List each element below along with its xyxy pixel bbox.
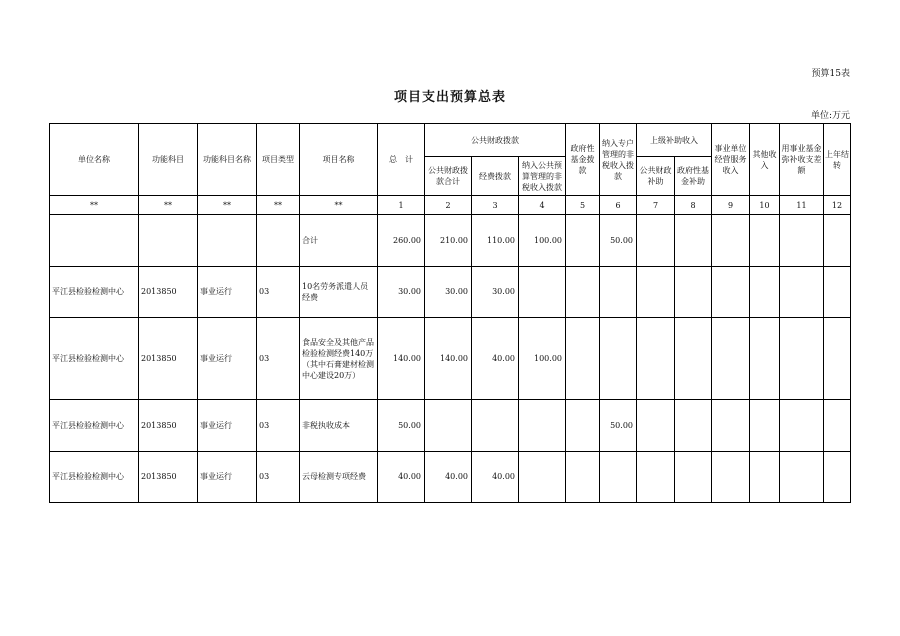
cell-value	[600, 318, 637, 400]
cell-func-code: 2013850	[139, 451, 198, 502]
cell-func-name: 事业运行	[198, 318, 257, 400]
cell-func-code	[139, 215, 198, 266]
cell-value	[750, 318, 780, 400]
unit-label: 单位:万元	[810, 111, 850, 121]
header-func-name: 功能科目名称	[198, 124, 257, 196]
code-cell: 4	[519, 196, 566, 215]
cell-value	[780, 400, 824, 451]
cell-proj-type: 03	[257, 400, 300, 451]
cell-value	[425, 400, 472, 451]
cell-unit-name: 平江县检验检测中心	[50, 318, 139, 400]
cell-func-name: 事业运行	[198, 266, 257, 317]
cell-value	[824, 215, 851, 266]
code-cell: 8	[675, 196, 712, 215]
code-cell: 6	[600, 196, 637, 215]
code-cell: **	[198, 196, 257, 215]
cell-proj-name: 非税执收成本	[300, 400, 378, 451]
budget-table	[49, 123, 851, 503]
cell-value	[712, 451, 750, 502]
cell-value	[675, 451, 712, 502]
table-row	[50, 451, 851, 502]
cell-value: 140.00	[378, 318, 425, 400]
code-cell: **	[300, 196, 378, 215]
cell-value	[600, 451, 637, 502]
code-cell: 7	[637, 196, 675, 215]
cell-func-name	[198, 215, 257, 266]
code-cell: 5	[566, 196, 600, 215]
header-sup-public: 公共财政补助	[637, 157, 675, 196]
cell-value: 50.00	[378, 400, 425, 451]
cell-proj-name: 合计	[300, 215, 378, 266]
header-public-finance: 公共财政拨款	[425, 124, 566, 157]
code-cell: 3	[472, 196, 519, 215]
cell-value	[637, 266, 675, 317]
table-row	[50, 400, 851, 451]
cell-value: 40.00	[378, 451, 425, 502]
cell-value	[472, 400, 519, 451]
cell-value	[519, 451, 566, 502]
cell-value	[566, 318, 600, 400]
cell-value	[712, 266, 750, 317]
cell-value	[750, 266, 780, 317]
column-code-row	[50, 196, 851, 215]
cell-value	[750, 400, 780, 451]
form-number: 预算15表	[811, 69, 850, 79]
code-cell: 11	[780, 196, 824, 215]
cell-value	[712, 400, 750, 451]
code-cell: 12	[824, 196, 851, 215]
cell-value	[566, 215, 600, 266]
cell-value: 30.00	[378, 266, 425, 317]
cell-value: 50.00	[600, 215, 637, 266]
cell-value	[675, 266, 712, 317]
cell-value: 100.00	[519, 318, 566, 400]
cell-unit-name	[50, 215, 139, 266]
cell-value	[675, 318, 712, 400]
code-cell: 2	[425, 196, 472, 215]
table-row	[50, 215, 851, 266]
cell-value: 30.00	[425, 266, 472, 317]
cell-value: 110.00	[472, 215, 519, 266]
cell-value	[637, 318, 675, 400]
cell-value	[824, 266, 851, 317]
cell-unit-name: 平江县检验检测中心	[50, 451, 139, 502]
cell-proj-type	[257, 215, 300, 266]
header-proj-type: 项目类型	[257, 124, 300, 196]
cell-unit-name: 平江县检验检测中心	[50, 266, 139, 317]
table-row	[50, 318, 851, 400]
cell-value: 210.00	[425, 215, 472, 266]
cell-value: 140.00	[425, 318, 472, 400]
cell-value	[824, 400, 851, 451]
cell-value	[824, 451, 851, 502]
cell-value: 30.00	[472, 266, 519, 317]
header-sup-gov-fund: 政府性基金补助	[675, 157, 712, 196]
header-total: 总 计	[378, 124, 425, 196]
header-business-income: 事业单位经营服务收入	[712, 124, 750, 196]
cell-func-name: 事业运行	[198, 400, 257, 451]
code-cell: 1	[378, 196, 425, 215]
header-gov-fund: 政府性基金拨款	[566, 124, 600, 196]
cell-value	[675, 215, 712, 266]
code-cell: **	[139, 196, 198, 215]
cell-proj-type: 03	[257, 318, 300, 400]
header-other-income: 其他收入	[750, 124, 780, 196]
header-unit-name: 单位名称	[50, 124, 139, 196]
cell-value: 40.00	[472, 318, 519, 400]
cell-proj-type: 03	[257, 266, 300, 317]
cell-func-code: 2013850	[139, 266, 198, 317]
cell-value	[780, 266, 824, 317]
header-row	[50, 124, 851, 157]
cell-unit-name: 平江县检验检测中心	[50, 400, 139, 451]
cell-func-code: 2013850	[139, 400, 198, 451]
cell-value	[637, 215, 675, 266]
cell-value	[780, 215, 824, 266]
code-cell: 10	[750, 196, 780, 215]
cell-value	[824, 318, 851, 400]
header-fund-balance: 用事业基金弥补收支差额	[780, 124, 824, 196]
table-row	[50, 266, 851, 317]
cell-func-name: 事业运行	[198, 451, 257, 502]
cell-func-code: 2013850	[139, 318, 198, 400]
cell-value	[780, 318, 824, 400]
code-cell: **	[50, 196, 139, 215]
cell-value	[600, 266, 637, 317]
code-cell: 9	[712, 196, 750, 215]
header-pf-total: 公共财政拨款合计	[425, 157, 472, 196]
cell-value: 40.00	[425, 451, 472, 502]
cell-value: 100.00	[519, 215, 566, 266]
cell-value	[566, 451, 600, 502]
cell-proj-name: 10名劳务派遣人员经费	[300, 266, 378, 317]
cell-value	[637, 451, 675, 502]
cell-value: 260.00	[378, 215, 425, 266]
cell-value	[750, 451, 780, 502]
cell-value	[519, 400, 566, 451]
cell-value	[675, 400, 712, 451]
code-cell: **	[257, 196, 300, 215]
cell-proj-type: 03	[257, 451, 300, 502]
header-pf-funding: 经费拨款	[472, 157, 519, 196]
cell-value	[519, 266, 566, 317]
cell-value	[566, 266, 600, 317]
header-proj-name: 项目名称	[300, 124, 378, 196]
page-title: 项目支出预算总表	[393, 90, 506, 105]
cell-value	[712, 318, 750, 400]
header-superior-subsidy: 上级补助收入	[637, 124, 712, 157]
cell-value: 40.00	[472, 451, 519, 502]
cell-value	[750, 215, 780, 266]
header-pf-nontax: 纳入公共预算管理的非税收入拨款	[519, 157, 566, 196]
cell-proj-name: 云母检测专项经费	[300, 451, 378, 502]
header-special-nontax: 纳入专户管理的非税收入拨款	[600, 124, 637, 196]
cell-value: 50.00	[600, 400, 637, 451]
header-func-code: 功能科目	[139, 124, 198, 196]
cell-value	[780, 451, 824, 502]
cell-value	[712, 215, 750, 266]
header-carryover: 上年结转	[824, 124, 851, 196]
cell-value	[566, 400, 600, 451]
cell-value	[637, 400, 675, 451]
cell-proj-name: 食品安全及其他产品检验检测经费140万（其中石膏建材检测中心建设20万）	[300, 318, 378, 400]
